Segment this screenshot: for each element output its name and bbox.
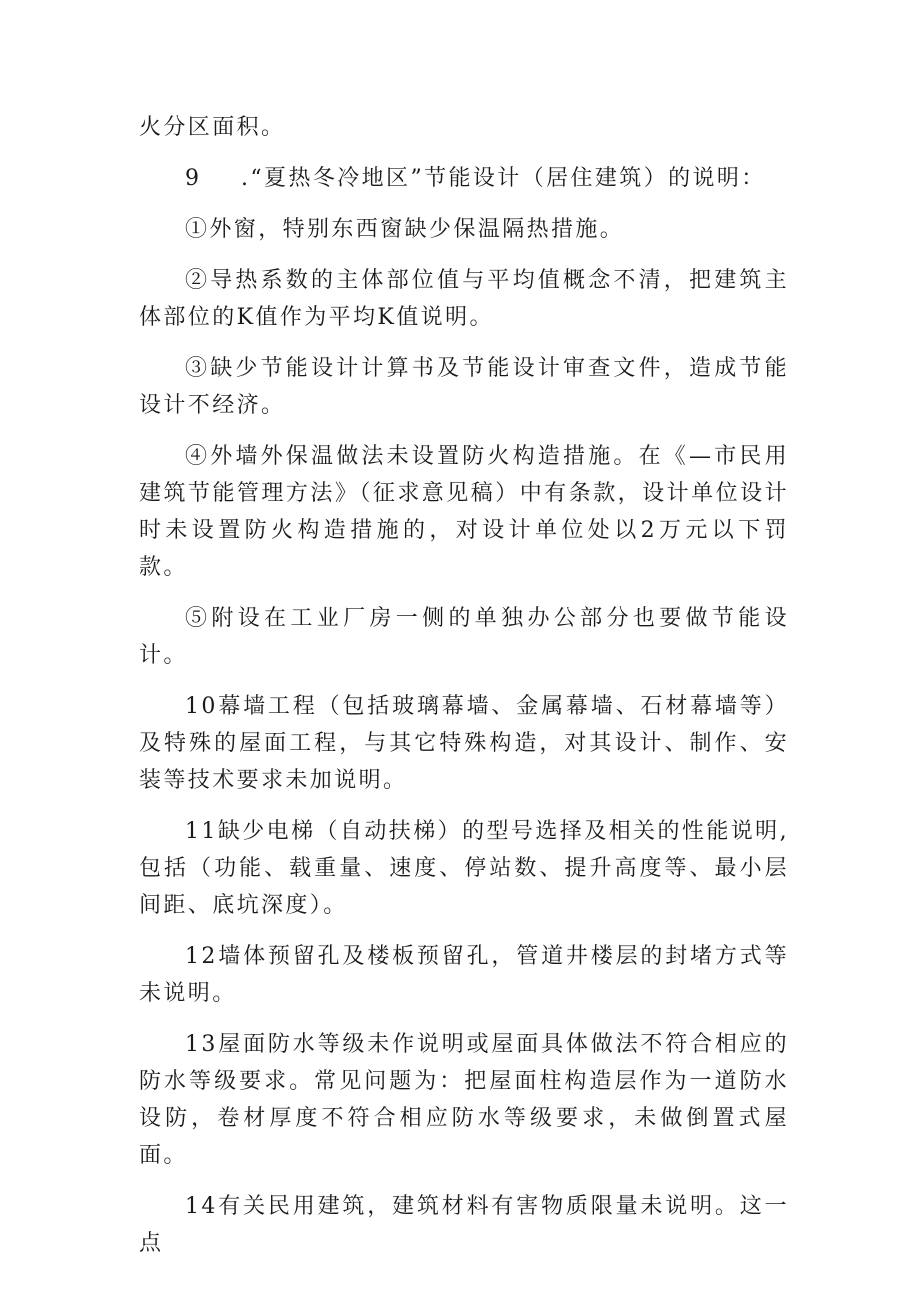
paragraph-item-10: 10幕墙工程（包括玻璃幕墙、金属幕墙、石材幕墙等）及特殊的屋面工程，与其它特殊构造，对其设计、制作、安装等技术要求未加说明。 [139, 694, 789, 793]
paragraph-item-11: 11缺少电梯（自动扶梯）的型号选择及相关的性能说明,包括（功能、载重量、速度、停站数、提升高度等、最小层间距、底坑深度）。 [139, 819, 789, 918]
paragraph-item-9 [139, 160, 789, 197]
item-number: 9 [185, 166, 202, 191]
paragraph-item-13: 13屋面防水等级未作说明或屋面具体做法不符合相应的防水等级要求。常见问题为：把屋面柱构造层作为一道防水设防，卷材厚度不符合相应防水等级要求，未做倒置式屋面。 [139, 1032, 789, 1168]
document-body [139, 109, 789, 1262]
paragraph-item-12: 12墙体预留孔及楼板预留孔，管道井楼层的封堵方式等未说明。 [139, 944, 789, 1006]
paragraph-sub-3: ③缺少节能设计计算书及节能设计审查文件，造成节能设计不经济。 [139, 356, 789, 418]
paragraph-sub-4: ④外墙外保温做法未设置防火构造措施。在《—市民用建筑节能管理方法》（征求意见稿）中有条款，设计单位设计时未设置防火构造措施的，对设计单位处以2万元以下罚款。 [139, 444, 789, 580]
paragraph-sub-5: ⑤附设在工业厂房一侧的单独办公部分也要做节能设计。 [139, 606, 789, 668]
paragraph-sub-1: ①外窗，特别东西窗缺少保温隔热措施。 [185, 217, 625, 242]
paragraph-sub-2: ②导热系数的主体部位值与平均值概念不清，把建筑主体部位的K值作为平均K值说明。 [139, 268, 789, 330]
paragraph-continuation: 火分区面积。 [139, 115, 286, 140]
paragraph-text: .“夏热冬冷地区”节能设计（居住建筑）的说明： [241, 166, 766, 191]
paragraph-item-14: 14有关民用建筑，建筑材料有害物质限量未说明。这一点 [139, 1194, 789, 1256]
